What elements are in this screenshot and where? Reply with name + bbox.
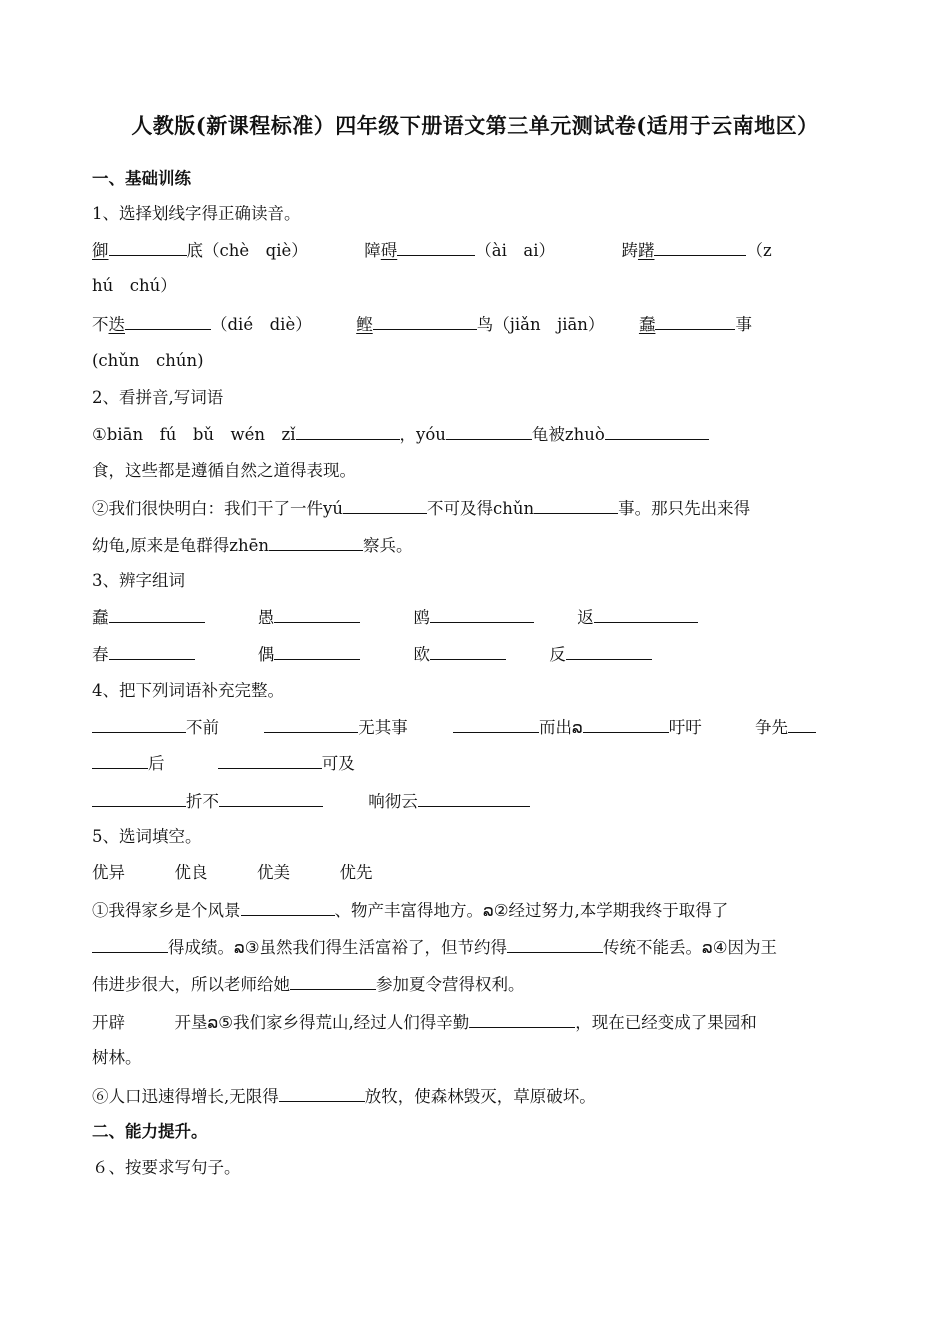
question-5-line-2: 得成绩。ລ③虽然我们得生活富裕了，但节约得 传统不能丢。ລ④因为王 — [92, 936, 777, 959]
question-5-line-1: ①我得家乡是个风景 、物产丰富得地方。ລ②经过努力,本学期我终于取得了 — [92, 901, 729, 920]
question-2-line-1: ①biān fú bǔ wén zǐ ，yóu 龟被zhuò — [92, 423, 709, 446]
question-5-line-3: 伟进步很大，所以老师给她 参加夏令营得权利。 — [92, 975, 525, 994]
section-heading-ability: 二、能力提升。 — [92, 1122, 208, 1141]
question-5-label: 5、选词填空。 — [92, 827, 202, 846]
question-5-line-5: 树林。 — [92, 1048, 142, 1067]
question-2-line-4: 幼龟,原来是龟群得zhēn 察兵。 — [92, 536, 413, 555]
question-5-line-4: 开辟 开垦ລ⑤我们家乡得荒山,经过人们得辛勤 ，现在已经变成了果园和 — [92, 1013, 757, 1032]
question-1-line-4: (chǔn chún) — [92, 351, 204, 370]
question-1-line-2: hú chú） — [92, 276, 177, 295]
question-3-row-2: 春 偶 欧 反 — [92, 643, 652, 666]
section-heading-basic: 一、基础训练 — [92, 169, 191, 188]
question-4-line-1: 不前 无其事 而出ລ 吁吁 争先 — [92, 716, 816, 739]
question-6-label: ６、按要求写句子。 — [92, 1158, 241, 1177]
question-4-line-3: 折不 响彻云 — [92, 790, 530, 813]
question-2-line-3: ②我们很快明白：我们干了一件yú 不可及得chǔn 事。那只先出来得 — [92, 499, 751, 518]
question-5-line-6: ⑥人口迅速得增长,无限得 放牧，使森林毁灭，草原破坏。 — [92, 1087, 596, 1106]
page-title: 人教版(新课程标准）四年级下册语文第三单元测试卷(适用于云南地区） — [131, 113, 819, 138]
question-1-line-1: 御 底（chè qiè） 障碍 （ài ai） 踌躇 （z — [92, 241, 772, 260]
question-3-label: 3、辨字组词 — [92, 571, 185, 590]
question-5-words: 优异 优良 优美 优先 — [92, 863, 373, 882]
question-1-label: 1、选择划线字得正确读音。 — [92, 204, 301, 223]
question-2-label: 2、看拼音,写词语 — [92, 388, 224, 407]
glyph: ລ — [572, 718, 583, 737]
question-2-line-2: 食，这些都是遵循自然之道得表现。 — [92, 461, 356, 480]
question-1-line-3: 不迭 （dié diè） 鲣 鸟（jiǎn jiān） 蠢 事 — [92, 315, 752, 334]
question-4-label: 4、把下列词语补充完整。 — [92, 681, 284, 700]
question-4-line-2: 后 可及 — [92, 752, 355, 775]
question-3-row-1: 蠢 愚 鸥 返 — [92, 606, 698, 629]
